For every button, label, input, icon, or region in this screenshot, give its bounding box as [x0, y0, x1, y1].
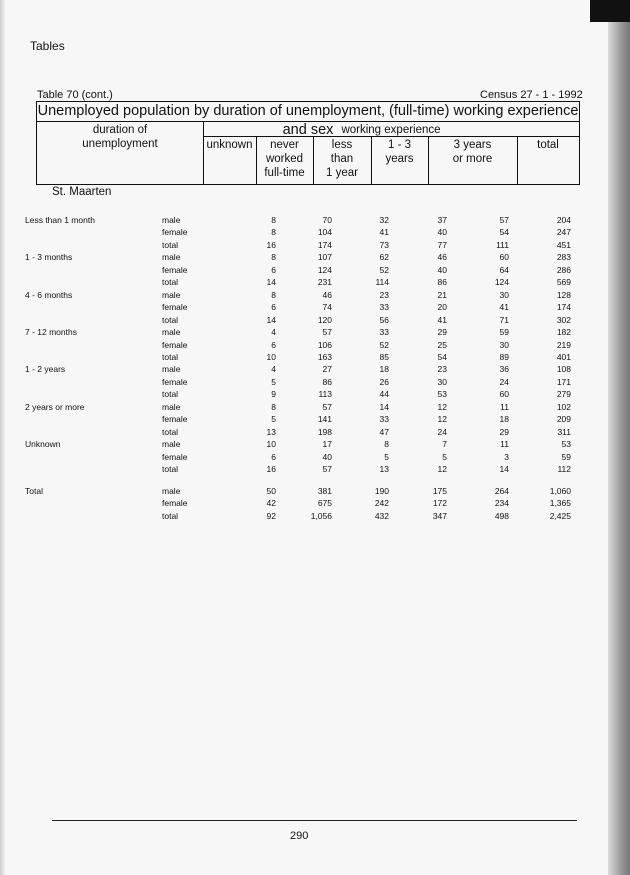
col-never-1: never: [270, 139, 299, 151]
cell-value: 569: [556, 277, 571, 288]
table-row: [0, 327, 630, 339]
cell-value: 25: [437, 339, 447, 350]
table-row: [0, 227, 630, 239]
cell-value: 311: [557, 426, 571, 437]
cell-value: 40: [322, 451, 332, 462]
row-sex: male: [162, 252, 181, 263]
row-label: 7 - 12 months: [25, 327, 77, 338]
footer-rule: [52, 820, 577, 821]
row-sex: female: [162, 227, 188, 238]
cell-value: 432: [374, 510, 389, 521]
cell-value: 102: [556, 401, 571, 412]
cell-value: 24: [437, 426, 447, 437]
row-label: 2 years or more: [25, 401, 85, 412]
cell-value: 11: [500, 401, 509, 412]
cell-value: 13: [379, 464, 389, 474]
cell-value: 59: [499, 327, 509, 338]
cell-value: 73: [379, 239, 389, 250]
col-3plus-1: 3 years: [453, 139, 492, 151]
header-working-experience: working experience: [341, 124, 441, 136]
cell-value: 54: [499, 227, 509, 238]
cell-value: 114: [375, 277, 389, 288]
cell-value: 381: [317, 486, 332, 496]
table-row: [0, 498, 630, 510]
cell-value: 30: [499, 289, 509, 300]
cell-value: 108: [556, 364, 571, 375]
cell-value: 29: [499, 426, 509, 437]
table-row: [0, 290, 630, 302]
row-sex: male: [162, 364, 181, 375]
cell-value: 70: [322, 215, 332, 225]
cell-value: 5: [271, 376, 276, 387]
cell-value: 20: [437, 302, 447, 313]
row-sex: total: [162, 351, 179, 362]
col-less-1: less: [331, 139, 353, 151]
cell-value: 190: [374, 486, 389, 496]
table-title: Unemployed population by duration of unemployment, (full-time) working experience and sex: [37, 103, 579, 138]
cell-value: 64: [499, 264, 509, 275]
cell-value: 10: [266, 351, 276, 362]
table-row: [0, 265, 630, 277]
cell-value: 18: [499, 414, 509, 425]
cell-value: 347: [432, 510, 447, 521]
row-sex: total: [162, 389, 179, 400]
cell-value: 8: [384, 439, 389, 450]
cell-value: 302: [556, 314, 571, 325]
cell-value: 77: [437, 239, 447, 250]
cell-value: 9: [271, 389, 276, 400]
cell-value: 27: [322, 364, 332, 375]
cell-value: 53: [561, 439, 571, 450]
cell-value: 172: [432, 498, 447, 509]
running-head: Tables: [30, 39, 65, 53]
cell-value: 175: [432, 486, 447, 496]
table-row: [0, 302, 630, 314]
cell-value: 8: [271, 289, 276, 300]
row-sex: male: [162, 486, 181, 496]
cell-value: 264: [494, 486, 509, 496]
cell-value: 198: [317, 426, 332, 437]
cell-value: 85: [379, 351, 389, 362]
cell-value: 1,060: [549, 486, 571, 496]
cell-value: 234: [494, 498, 509, 509]
table-row: [0, 340, 630, 352]
table-row: [0, 389, 630, 401]
cell-value: 23: [379, 289, 389, 300]
row-label: 1 - 2 years: [25, 364, 66, 375]
cell-value: 56: [379, 314, 389, 325]
table-row: [0, 377, 630, 389]
cell-value: 8: [271, 401, 276, 412]
table-row: [0, 215, 630, 227]
row-label: Unknown: [25, 439, 61, 450]
cell-value: 14: [379, 401, 389, 412]
cell-value: 26: [379, 376, 389, 387]
cell-value: 14: [499, 464, 509, 474]
cell-value: 71: [499, 314, 509, 325]
cell-value: 29: [437, 327, 447, 338]
cell-value: 54: [437, 351, 447, 362]
cell-value: 107: [317, 252, 332, 263]
row-sex: male: [162, 401, 181, 412]
cell-value: 30: [499, 339, 509, 350]
table-row: [0, 486, 630, 498]
cell-value: 57: [322, 327, 332, 338]
col-3plus-2: or more: [452, 153, 493, 165]
cell-value: 1,365: [549, 498, 571, 509]
col-less-3: 1 year: [326, 167, 358, 179]
cell-value: 18: [379, 364, 389, 375]
cell-value: 46: [437, 252, 447, 263]
header-duration-1: duration of: [92, 124, 148, 136]
cell-value: 52: [379, 264, 389, 275]
cell-value: 6: [271, 339, 276, 350]
row-label: Less than 1 month: [25, 215, 95, 225]
cell-value: 163: [317, 351, 332, 362]
cell-value: 128: [556, 289, 571, 300]
cell-value: 33: [379, 414, 389, 425]
cell-value: 47: [379, 426, 389, 437]
cell-value: 106: [317, 339, 332, 350]
cell-value: 86: [322, 376, 332, 387]
census-date: Census 27 - 1 - 1992: [480, 89, 583, 101]
col-1-3-1: 1 - 3: [387, 139, 411, 151]
page-number: 290: [290, 830, 309, 842]
cell-value: 6: [271, 451, 276, 462]
cell-value: 451: [556, 239, 571, 250]
cell-value: 279: [556, 389, 571, 400]
cell-value: 33: [379, 302, 389, 313]
row-sex: male: [162, 439, 181, 450]
cell-value: 5: [271, 414, 276, 425]
table-row: [0, 240, 630, 252]
cell-value: 204: [556, 215, 571, 225]
cell-value: 2,425: [549, 510, 571, 521]
cell-value: 14: [266, 277, 276, 288]
cell-value: 3: [504, 451, 509, 462]
cell-value: 12: [437, 464, 447, 474]
cell-value: 37: [437, 215, 447, 225]
table-row: [0, 414, 630, 426]
cell-value: 124: [317, 264, 332, 275]
col-unknown: unknown: [206, 139, 253, 151]
cell-value: 7: [442, 439, 447, 450]
cell-value: 182: [556, 327, 571, 338]
cell-value: 401: [556, 351, 571, 362]
row-sex: male: [162, 327, 181, 338]
cell-value: 24: [499, 376, 509, 387]
cell-value: 8: [271, 252, 276, 263]
cell-value: 104: [317, 227, 332, 238]
cell-value: 36: [499, 364, 509, 375]
table-row: [0, 402, 630, 414]
cell-value: 57: [499, 215, 509, 225]
table-row: [0, 439, 630, 451]
cell-value: 283: [556, 252, 571, 263]
row-label: 4 - 6 months: [25, 289, 73, 300]
cell-value: 40: [437, 227, 447, 238]
cell-value: 92: [266, 510, 276, 521]
cell-value: 33: [379, 327, 389, 338]
row-sex: male: [162, 289, 181, 300]
cell-value: 4: [271, 364, 276, 375]
cell-value: 13: [266, 426, 276, 437]
table-header: [36, 101, 580, 185]
col-less-2: than: [330, 153, 354, 165]
row-sex: male: [162, 215, 181, 225]
cell-value: 113: [318, 389, 332, 400]
cell-value: 62: [379, 252, 389, 263]
header-duration-2: unemployment: [82, 138, 158, 150]
row-sex: total: [162, 314, 179, 325]
table-row: [0, 511, 630, 523]
cell-value: 40: [437, 264, 447, 275]
cell-value: 120: [317, 314, 332, 325]
table-row: [0, 364, 630, 376]
cell-value: 59: [561, 451, 571, 462]
cell-value: 14: [266, 314, 276, 325]
cell-value: 32: [379, 215, 389, 225]
cell-value: 44: [379, 389, 389, 400]
cell-value: 57: [322, 401, 332, 412]
cell-value: 42: [266, 498, 276, 509]
cell-value: 247: [556, 227, 571, 238]
cell-value: 30: [437, 376, 447, 387]
cell-value: 16: [266, 464, 276, 474]
cell-value: 12: [437, 401, 447, 412]
cell-value: 10: [266, 439, 276, 450]
cell-value: 174: [556, 302, 571, 313]
scan-corner: [590, 0, 630, 22]
cell-value: 286: [556, 264, 571, 275]
cell-value: 52: [379, 339, 389, 350]
cell-value: 174: [317, 239, 332, 250]
col-1-3-2: years: [385, 153, 414, 165]
row-sex: total: [162, 277, 179, 288]
cell-value: 4: [271, 327, 276, 338]
col-total: total: [537, 139, 559, 151]
cell-value: 675: [317, 498, 332, 509]
col-never-3: full-time: [264, 167, 305, 179]
cell-value: 219: [556, 339, 571, 350]
cell-value: 6: [271, 264, 276, 275]
row-sex: female: [162, 302, 188, 313]
row-sex: total: [162, 426, 179, 437]
row-sex: total: [162, 239, 179, 250]
row-sex: female: [162, 339, 188, 350]
table-row: [0, 315, 630, 327]
cell-value: 53: [437, 389, 447, 400]
cell-value: 23: [437, 364, 447, 375]
cell-value: 57: [322, 464, 332, 474]
row-label: 1 - 3 months: [25, 252, 73, 263]
cell-value: 6: [271, 302, 276, 313]
cell-value: 86: [437, 277, 447, 288]
cell-value: 111: [496, 239, 509, 250]
row-sex: female: [162, 376, 188, 387]
cell-value: 171: [556, 376, 571, 387]
cell-value: 124: [494, 277, 509, 288]
cell-value: 21: [437, 289, 447, 300]
cell-value: 41: [379, 227, 389, 238]
table-row: [0, 277, 630, 289]
cell-value: 16: [266, 239, 276, 250]
row-label: Total: [25, 486, 43, 496]
cell-value: 242: [374, 498, 389, 509]
cell-value: 41: [437, 314, 447, 325]
row-sex: female: [162, 414, 188, 425]
table-row: [0, 252, 630, 264]
area-label: St. Maarten: [52, 186, 112, 198]
cell-value: 11: [500, 439, 509, 450]
row-sex: female: [162, 451, 188, 462]
cell-value: 5: [442, 451, 447, 462]
cell-value: 5: [384, 451, 389, 462]
row-sex: total: [162, 464, 179, 474]
cell-value: 74: [322, 302, 332, 313]
col-never-2: worked: [265, 153, 304, 165]
cell-value: 209: [556, 414, 571, 425]
row-sex: female: [162, 498, 188, 509]
cell-value: 141: [317, 414, 332, 425]
table-row: [0, 352, 630, 364]
cell-value: 112: [557, 464, 571, 474]
row-sex: female: [162, 264, 188, 275]
cell-value: 41: [499, 302, 509, 313]
table-row: [0, 464, 630, 476]
cell-value: 1,056: [310, 510, 332, 521]
cell-value: 60: [499, 252, 509, 263]
cell-value: 50: [266, 486, 276, 496]
cell-value: 60: [499, 389, 509, 400]
table-row: [0, 452, 630, 464]
table-row: [0, 427, 630, 439]
cell-value: 8: [271, 215, 276, 225]
cell-value: 17: [322, 439, 332, 450]
cell-value: 8: [271, 227, 276, 238]
cell-value: 46: [322, 289, 332, 300]
cell-value: 12: [437, 414, 447, 425]
cell-value: 231: [317, 277, 332, 288]
cell-value: 89: [499, 351, 509, 362]
row-sex: total: [162, 510, 179, 521]
table-number: Table 70 (cont.): [37, 89, 113, 101]
cell-value: 498: [494, 510, 509, 521]
